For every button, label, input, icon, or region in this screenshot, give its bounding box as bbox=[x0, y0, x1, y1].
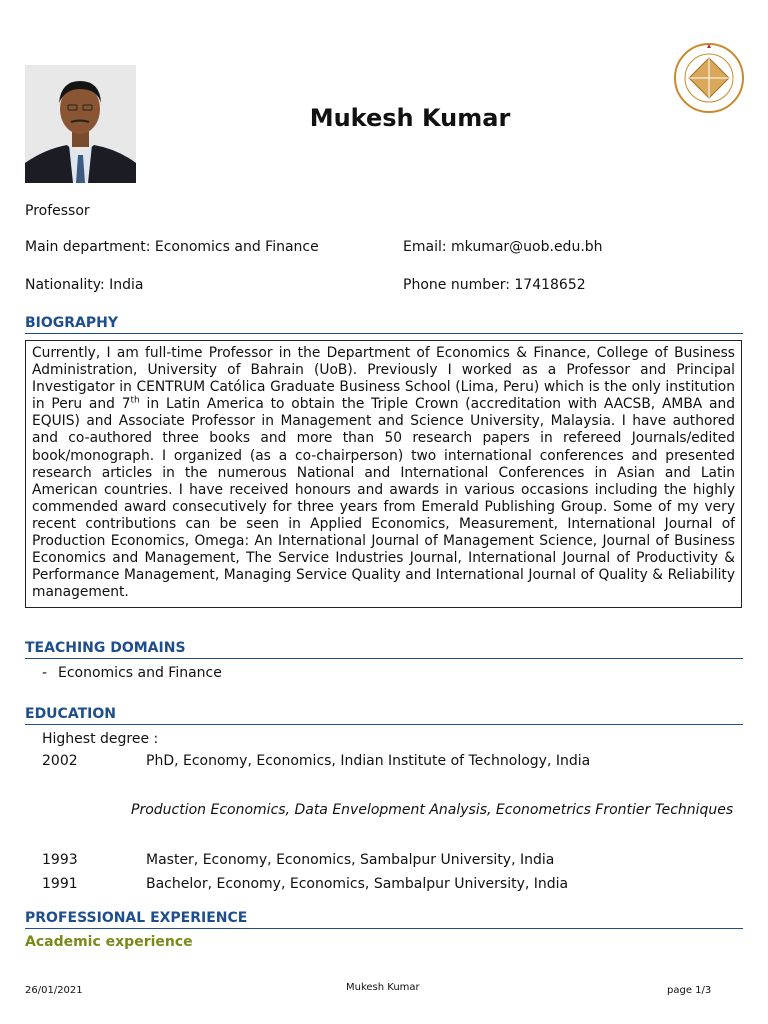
person-name: Mukesh Kumar bbox=[309, 104, 511, 132]
education-year: 1993 bbox=[42, 852, 78, 868]
education-year: 1991 bbox=[42, 876, 78, 892]
footer-date: 26/01/2021 bbox=[25, 985, 83, 996]
footer-name: Mukesh Kumar bbox=[346, 982, 420, 993]
teaching-domain-item: Economics and Finance bbox=[58, 665, 222, 681]
phone-number: Phone number: 17418652 bbox=[403, 277, 586, 293]
teaching-domains-heading: TEACHING DOMAINS bbox=[25, 640, 743, 659]
phd-research-topics: Production Economics, Data Envelopment Analysis, Econometrics Frontier Techniques bbox=[131, 802, 734, 818]
list-bullet: - bbox=[42, 665, 48, 681]
nationality: Nationality: India bbox=[25, 277, 144, 293]
job-title: Professor bbox=[25, 203, 90, 219]
education-degree: PhD, Economy, Economics, Indian Institute of Technology, India bbox=[146, 753, 591, 769]
main-department: Main department: Economics and Finance bbox=[25, 239, 319, 255]
education-heading: EDUCATION bbox=[25, 706, 743, 725]
biography-text: Currently, I am full-time Professor in the Department of Economics & Finance, College of Business Administration, University of Bahrain (UoB). Previously I worked as a Professor and Principal Investigator in CENTRUM Católica Graduate Business School (Lima, Peru) which is the only institution in Peru and 7th in Latin America to obtain the Triple Crown (accreditation with AACSB, AMBA and EQUIS) and Associate Professor in Management and Science University, Malaysia. I have authored and co-authored three books and more than 50 research papers in refereed Journals/edited book/monograph. I organized (as a co-chairperson) two international conferences and presented research articles in the numerous National and International Conferences in Asian and Latin American countries. I have received honours and awards in various occasions including the highly commended award consecutively for three years from Emerald Publishing Group. Some of my very recent contributions can be seen in Applied Economics, Measurement, International Journal of Production Economics, Omega: An International Journal of Management Science, Journal of Business Economics and Management, The Service Industries Journal, International Journal of Productivity & Performance Management, Managing Service Quality and International Journal of Quality & Reliability management. bbox=[25, 340, 742, 608]
academic-experience-subheading: Academic experience bbox=[25, 934, 193, 950]
education-degree: Bachelor, Economy, Economics, Sambalpur University, India bbox=[146, 876, 569, 892]
highest-degree-label: Highest degree : bbox=[42, 731, 159, 747]
email[interactable]: Email: mkumar@uob.edu.bh bbox=[403, 239, 603, 255]
biography-heading: BIOGRAPHY bbox=[25, 315, 743, 334]
university-seal-icon bbox=[673, 42, 745, 114]
education-year: 2002 bbox=[42, 753, 78, 769]
professional-experience-heading: PROFESSIONAL EXPERIENCE bbox=[25, 910, 743, 929]
education-degree: Master, Economy, Economics, Sambalpur University, India bbox=[146, 852, 555, 868]
footer-page-number: page 1/3 bbox=[667, 985, 712, 996]
